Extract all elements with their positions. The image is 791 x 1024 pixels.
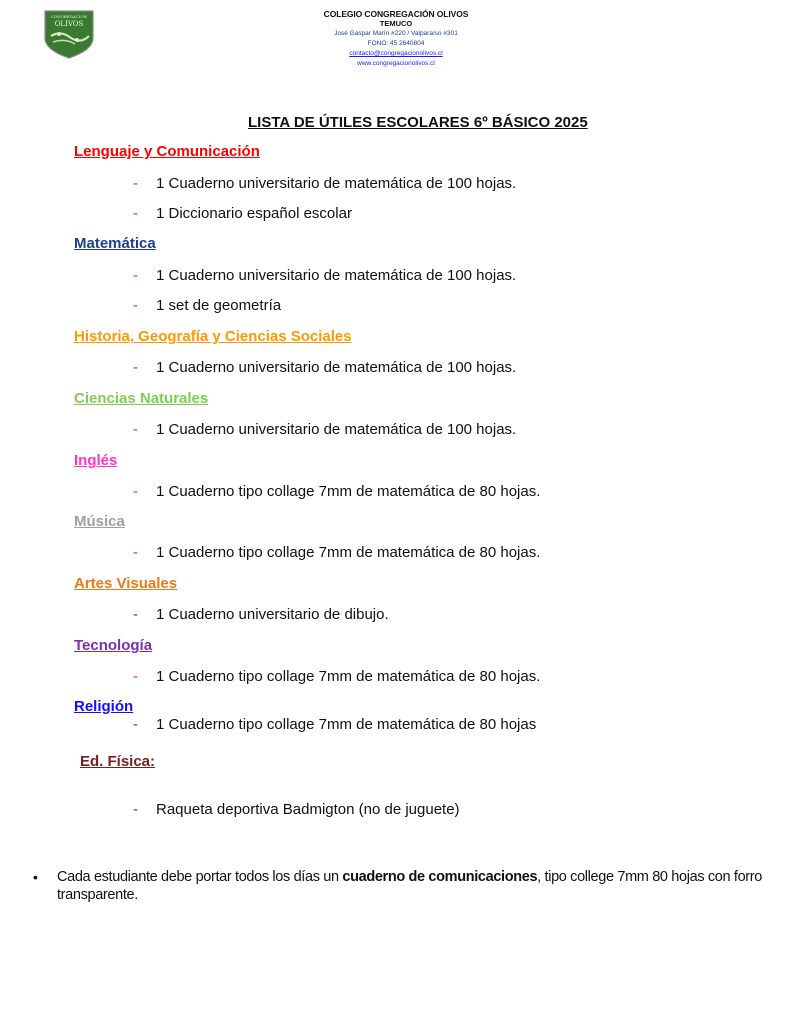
item-text: 1 Diccionario español escolar (156, 205, 352, 222)
dash-bullet: - (133, 205, 138, 222)
list-item (133, 606, 389, 623)
dash-bullet: - (133, 668, 138, 685)
note-text-after: , tipo college 7mm 80 hojas con forro transparente. (57, 869, 762, 903)
item-text: 1 Cuaderno universitario de matemática de 100 hojas. (156, 359, 517, 376)
dash-bullet: - (133, 716, 138, 733)
school-address: José Gaspar Marín #220 / Valparaíso #301 (334, 30, 458, 37)
section-heading-musica: Música (74, 513, 125, 530)
list-item (133, 175, 516, 192)
school-email-link[interactable]: contacto@congregacionolivos.cl (349, 50, 443, 57)
section-heading-historia: Historia, Geografía y Ciencias Sociales (74, 328, 352, 345)
dash-bullet: - (133, 297, 138, 314)
school-header (296, 9, 496, 69)
dash-bullet: - (133, 606, 138, 623)
dash-bullet: - (133, 421, 138, 438)
page-title: LISTA DE ÚTILES ESCOLARES 6º BÁSICO 2025 (248, 114, 588, 131)
item-text: 1 Cuaderno universitario de dibujo. (156, 606, 389, 623)
note-text-bold: cuaderno de comunicaciones (342, 869, 538, 885)
item-text: 1 Cuaderno tipo collage 7mm de matemática de 80 hojas. (156, 668, 541, 685)
school-website-link[interactable]: www.congregacionolivos.cl (357, 60, 435, 67)
list-item (133, 668, 540, 685)
list-item (133, 801, 460, 818)
school-name: COLEGIO CONGREGACIÓN OLIVOS (323, 9, 469, 19)
list-item (133, 544, 540, 561)
logo-main-text: OLIVOS (54, 20, 84, 28)
list-item (133, 267, 516, 284)
note-text-before: Cada estudiante debe portar todos los días un (57, 869, 343, 885)
list-item (133, 205, 352, 222)
item-text: 1 Cuaderno tipo collage 7mm de matemática de 80 hojas (156, 716, 537, 733)
item-text: 1 Cuaderno tipo collage 7mm de matemática de 80 hojas. (156, 483, 541, 500)
logo-top-text: CONGREGACIÓN (50, 14, 88, 19)
item-text: 1 set de geometría (156, 297, 282, 314)
item-text: 1 Cuaderno universitario de matemática de 100 hojas. (156, 421, 517, 438)
item-text: 1 Cuaderno tipo collage 7mm de matemática de 80 hojas. (156, 544, 541, 561)
section-heading-religion: Religión (74, 698, 134, 715)
section-heading-ciencias: Ciencias Naturales (74, 390, 209, 407)
dash-bullet: - (133, 359, 138, 376)
note-text (57, 868, 773, 904)
section-heading-ingles: Inglés (74, 452, 118, 469)
section-heading-matematica: Matemática (74, 235, 156, 252)
item-text: 1 Cuaderno universitario de matemática de 100 hojas. (156, 175, 517, 192)
dash-bullet: - (133, 544, 138, 561)
section-heading-tecnologia: Tecnología (74, 637, 153, 654)
bullet-icon: • (33, 869, 38, 885)
school-city: TEMUCO (379, 19, 413, 28)
list-item (133, 716, 536, 733)
section-heading-ed-fisica: Ed. Física: (80, 753, 156, 770)
communication-notebook-note (33, 868, 773, 904)
list-item (133, 421, 516, 438)
dash-bullet: - (133, 175, 138, 192)
dash-bullet: - (133, 801, 138, 818)
item-text: Raqueta deportiva Badmigton (no de juguete) (156, 801, 460, 818)
dash-bullet: - (133, 483, 138, 500)
list-item (133, 483, 540, 500)
list-item (133, 297, 281, 314)
item-text: 1 Cuaderno universitario de matemática de 100 hojas. (156, 267, 517, 284)
section-heading-artes: Artes Visuales (74, 575, 178, 592)
dash-bullet: - (133, 267, 138, 284)
school-phone: FONO: 45 2640804 (367, 40, 425, 47)
school-crest-logo (41, 8, 97, 60)
section-heading-lenguaje: Lenguaje y Comunicación (74, 143, 260, 160)
list-item (133, 359, 516, 376)
